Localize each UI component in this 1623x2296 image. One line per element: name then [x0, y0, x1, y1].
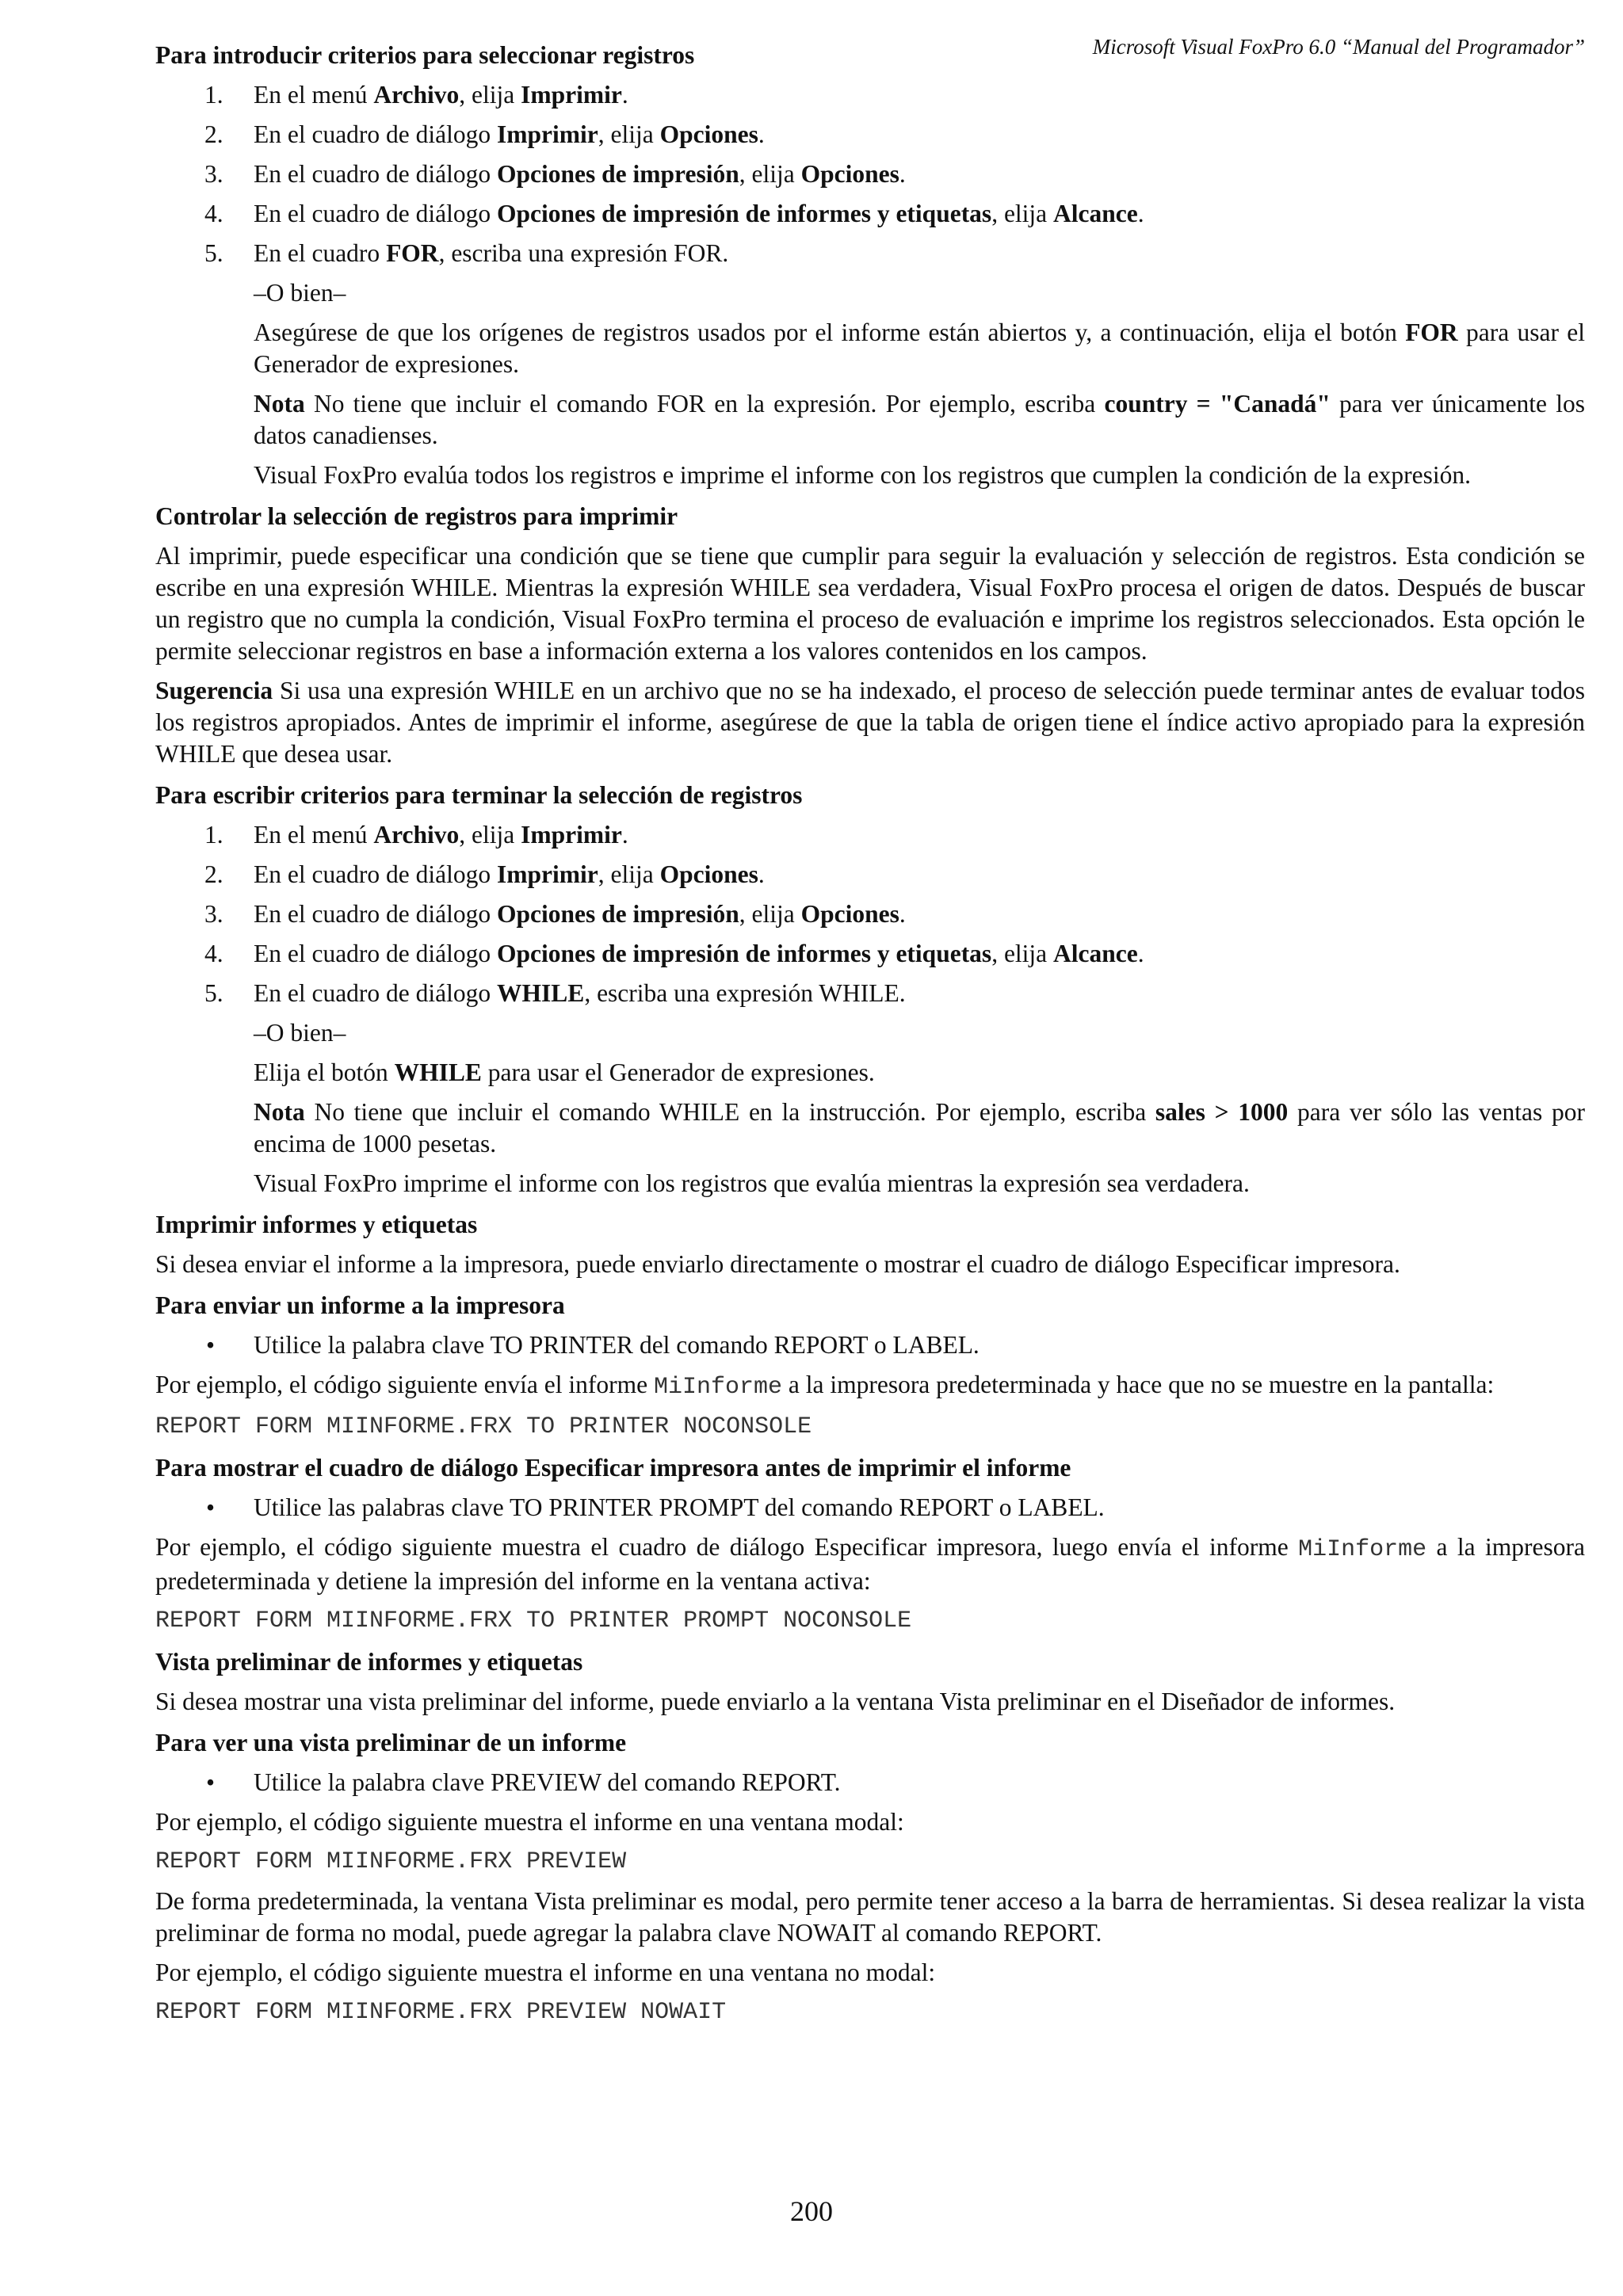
step-item: 5. En el cuadro FOR, escriba una expresión FOR.: [204, 239, 729, 267]
section-heading: Controlar la selección de registros para imprimir: [155, 502, 678, 530]
paragraph: Visual FoxPro imprime el informe con los registros que evalúa mientras la expresión sea verdadera.: [254, 1169, 1250, 1197]
bullet-item: • Utilice la palabra clave PREVIEW del comando REPORT.: [155, 1767, 1585, 1798]
tip: Sugerencia Si usa una expresión WHILE en un archivo que no se ha indexado, el proceso de selección puede terminar antes de evaluar todos los registros apropiados. Antes de imprimir el informe, asegúrese de que la tabla de origen tiene el índice activo apropiado para la expresión WHILE que desea usar.: [155, 677, 1585, 768]
section-heading: Vista preliminar de informes y etiquetas: [155, 1648, 583, 1676]
note: Nota No tiene que incluir el comando FOR en la expresión. Por ejemplo, escriba country = "Canadá" para ver únicamente los datos canadienses.: [254, 390, 1585, 449]
procedure-heading: Para ver una vista preliminar de un informe: [155, 1729, 627, 1756]
paragraph: Por ejemplo, el código siguiente envía el informe MiInforme a la impresora predeterminada y hace que no se muestre en la pantalla:: [155, 1371, 1495, 1401]
page-number: 200: [790, 2195, 833, 2227]
bullet-item: • Utilice las palabras clave TO PRINTER PROMPT del comando REPORT o LABEL.: [155, 1492, 1585, 1524]
step-item: 5. En el cuadro de diálogo WHILE, escriba una expresión WHILE.: [204, 979, 906, 1007]
steps-list: [155, 79, 1585, 269]
step-item: 2. En el cuadro de diálogo Imprimir, elija Opciones.: [204, 120, 765, 148]
paragraph: Si desea enviar el informe a la impresora, puede enviarlo directamente o mostrar el cuadro de diálogo Especificar impresora.: [155, 1250, 1400, 1278]
paragraph: Por ejemplo, el código siguiente muestra el cuadro de diálogo Especificar impresora, luego envía el informe MiInforme a la impresora predeterminada y detiene la impresión del informe en la ventana activa:: [155, 1533, 1585, 1595]
paragraph: Visual FoxPro evalúa todos los registros e imprime el informe con los registros que cumplen la condición de la expresión.: [254, 461, 1472, 489]
code-line: REPORT FORM MIINFORME.FRX PREVIEW: [155, 1848, 627, 1875]
steps-list: [155, 819, 1585, 1009]
step-item: 2. En el cuadro de diálogo Imprimir, elija Opciones.: [204, 860, 765, 888]
section-heading: Para introducir criterios para seleccionar registros: [155, 41, 695, 69]
paragraph: Por ejemplo, el código siguiente muestra el informe en una ventana no modal:: [155, 1958, 936, 1986]
bullet-list: [155, 1767, 1585, 1798]
alternative-label: –O bien–: [254, 279, 346, 307]
inline-code: MiInforme: [653, 1374, 782, 1401]
step-item: 4. En el cuadro de diálogo Opciones de impresión de informes y etiquetas, elija Alcance.: [204, 940, 1144, 967]
paragraph: Al imprimir, puede especificar una condición que se tiene que cumplir para seguir la evaluación y selección de registros. Esta condición se escribe en una expresión WHILE. Mientras la expresión WHILE sea verdadera, Visual FoxPro procesa el origen de datos. Después de buscar un registro que no cumpla la condición, Visual FoxPro termina el proceso de evaluación e imprime los registros seleccionados. Esta opción le permite seleccionar registros en base a información externa a los valores contenidos en los campos.: [155, 542, 1585, 665]
bullet-item: • Utilice la palabra clave TO PRINTER del comando REPORT o LABEL.: [155, 1329, 1585, 1361]
bullet-list: [155, 1329, 1585, 1361]
bullet-icon: •: [206, 1493, 216, 1521]
paragraph: Por ejemplo, el código siguiente muestra el informe en una ventana modal:: [155, 1808, 904, 1836]
step-item: 1. En el menú Archivo, elija Imprimir.: [204, 81, 628, 109]
code-line: REPORT FORM MIINFORME.FRX TO PRINTER NOCONSOLE: [155, 1413, 812, 1440]
alternative-text: Asegúrese de que los orígenes de registros usados por el informe están abiertos y, a continuación, elija el botón FOR para usar el Generador de expresiones.: [254, 318, 1585, 378]
procedure-heading: Para enviar un informe a la impresora: [155, 1291, 565, 1319]
bullet-icon: •: [206, 1768, 216, 1796]
bullet-icon: •: [206, 1331, 216, 1359]
code-line: REPORT FORM MIINFORME.FRX PREVIEW NOWAIT: [155, 1999, 727, 2026]
inline-code: MiInforme: [1298, 1536, 1427, 1563]
step-item: 3. En el cuadro de diálogo Opciones de impresión, elija Opciones.: [204, 900, 906, 928]
code-line: REPORT FORM MIINFORME.FRX TO PRINTER PROMPT NOCONSOLE: [155, 1608, 912, 1634]
running-header: Microsoft Visual FoxPro 6.0 “Manual del Programador”: [1092, 35, 1585, 59]
alternative-text: Elija el botón WHILE para usar el Generador de expresiones.: [254, 1058, 875, 1086]
paragraph: Si desea mostrar una vista preliminar del informe, puede enviarlo a la ventana Vista preliminar en el Diseñador de informes.: [155, 1688, 1396, 1715]
bullet-list: [155, 1492, 1585, 1524]
section-heading: Imprimir informes y etiquetas: [155, 1211, 478, 1238]
note: Nota No tiene que incluir el comando WHILE en la instrucción. Por ejemplo, escriba sales > 1000 para ver sólo las ventas por encima de 1000 pesetas.: [254, 1098, 1585, 1158]
step-item: 3. En el cuadro de diálogo Opciones de impresión, elija Opciones.: [204, 160, 906, 188]
paragraph: De forma predeterminada, la ventana Vista preliminar es modal, pero permite tener acceso a la barra de herramientas. Si desea realizar la vista preliminar de forma no modal, puede agregar la palabra clave NOWAIT al comando REPORT.: [155, 1887, 1585, 1947]
step-item: 1. En el menú Archivo, elija Imprimir.: [204, 821, 628, 849]
section-heading: Para escribir criterios para terminar la selección de registros: [155, 781, 803, 809]
alternative-label: –O bien–: [254, 1019, 346, 1047]
document-page: [155, 30, 1585, 2036]
step-item: 4. En el cuadro de diálogo Opciones de impresión de informes y etiquetas, elija Alcance.: [204, 200, 1144, 227]
procedure-heading: Para mostrar el cuadro de diálogo Especificar impresora antes de imprimir el informe: [155, 1454, 1071, 1482]
